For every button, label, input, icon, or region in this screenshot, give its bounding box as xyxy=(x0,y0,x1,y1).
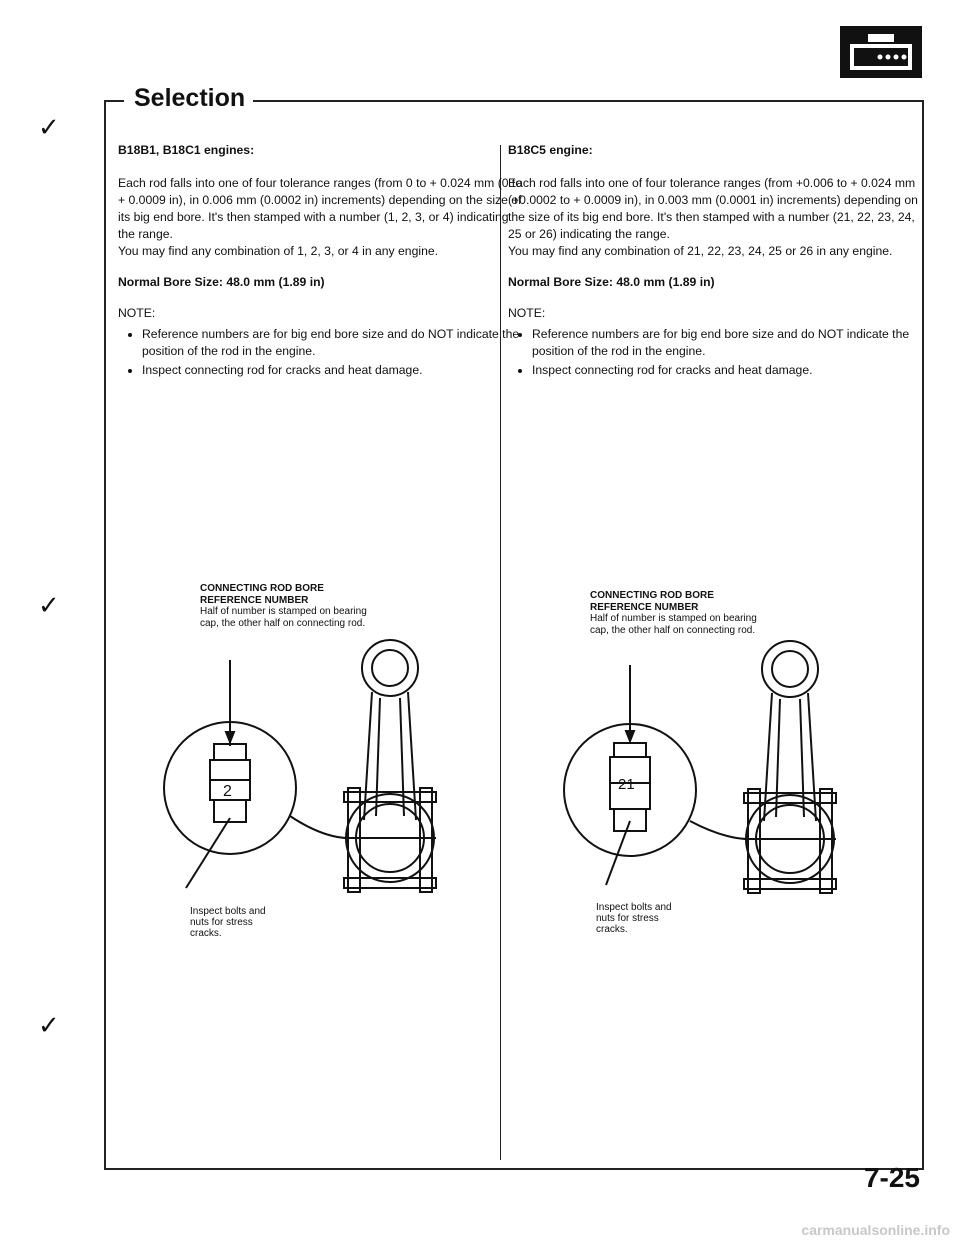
left-connecting-rod-diagram xyxy=(150,620,490,920)
list-item: • Reference numbers are for big end bore size and do NOT indicate the position of the rod in the engine. xyxy=(532,326,918,360)
left-note-label: NOTE: xyxy=(118,306,156,320)
engine-block-icon xyxy=(840,26,922,78)
right-stamp-number: 21 xyxy=(618,776,635,793)
right-figure-desc: Half of number is stamped on bearing cap, the other half on connecting rod. xyxy=(590,613,757,636)
left-figure-caption: Inspect bolts and nuts for stress cracks. xyxy=(190,906,266,939)
right-figure-title-1: CONNECTING ROD BORE xyxy=(590,590,714,601)
frame-right xyxy=(922,100,924,1170)
check-mark-icon: ✓ xyxy=(38,590,60,620)
left-heading: B18B1, B18C1 engines: xyxy=(118,143,255,157)
section-title: Selection xyxy=(126,84,253,113)
left-figure-title-1: CONNECTING ROD BORE xyxy=(200,583,324,594)
right-figure-caption: Inspect bolts and nuts for stress cracks. xyxy=(596,902,672,935)
frame-bottom xyxy=(104,1168,924,1170)
right-heading: B18C5 engine: xyxy=(508,143,593,157)
right-bore-size: Normal Bore Size: 48.0 mm (1.89 in) xyxy=(508,275,715,289)
right-para2: You may find any combination of 21, 22, 23, 24, 25 or 26 in any engine. xyxy=(508,244,893,258)
frame-top xyxy=(248,100,924,102)
check-mark-icon: ✓ xyxy=(38,1010,60,1040)
frame-top-left xyxy=(104,100,124,102)
right-para1: Each rod falls into one of four tolerance ranges (from +0.006 to + 0.024 mm (+0.0002 to + 0.0009 in), in 0.003 mm (0.0001 in) increments) depending on the size of its big end bore. It's then stamped with a number (21, 22, 23, 24, 25 or 26) indicating the range. xyxy=(508,176,918,241)
list-item: • Inspect connecting rod for cracks and heat damage. xyxy=(142,362,528,379)
right-figure-title-2: REFERENCE NUMBER xyxy=(590,601,699,613)
left-figure-title-2: REFERENCE NUMBER xyxy=(200,594,309,606)
right-connecting-rod-diagram xyxy=(540,625,880,925)
page-number: 7-25 xyxy=(863,1162,920,1193)
right-note-label: NOTE: xyxy=(508,306,546,320)
left-para1: Each rod falls into one of four tolerance ranges (from 0 to + 0.024 mm (0 to + 0.0009 in), in 0.006 mm (0.0002 in) increments) depending on the size of its big end bore. It's then stamped with a number (1, 2, 3, or 4) indicating the range. xyxy=(118,176,523,241)
frame-left xyxy=(104,100,106,1170)
list-item: • Inspect connecting rod for cracks and heat damage. xyxy=(532,362,918,379)
watermark: carmanualsonline.info xyxy=(801,1222,950,1238)
left-para2: You may find any combination of 1, 2, 3, or 4 in any engine. xyxy=(118,244,439,258)
check-mark-icon: ✓ xyxy=(38,112,60,142)
left-figure-desc: Half of number is stamped on bearing cap, the other half on connecting rod. xyxy=(200,606,367,629)
left-notes xyxy=(118,326,528,379)
right-notes xyxy=(508,326,918,379)
right-column xyxy=(508,142,918,381)
left-column xyxy=(118,142,528,381)
left-stamp-number: 2 xyxy=(223,783,232,800)
left-bore-size: Normal Bore Size: 48.0 mm (1.89 in) xyxy=(118,275,325,289)
list-item: • Reference numbers are for big end bore size and do NOT indicate the position of the rod in the engine. xyxy=(142,326,528,360)
